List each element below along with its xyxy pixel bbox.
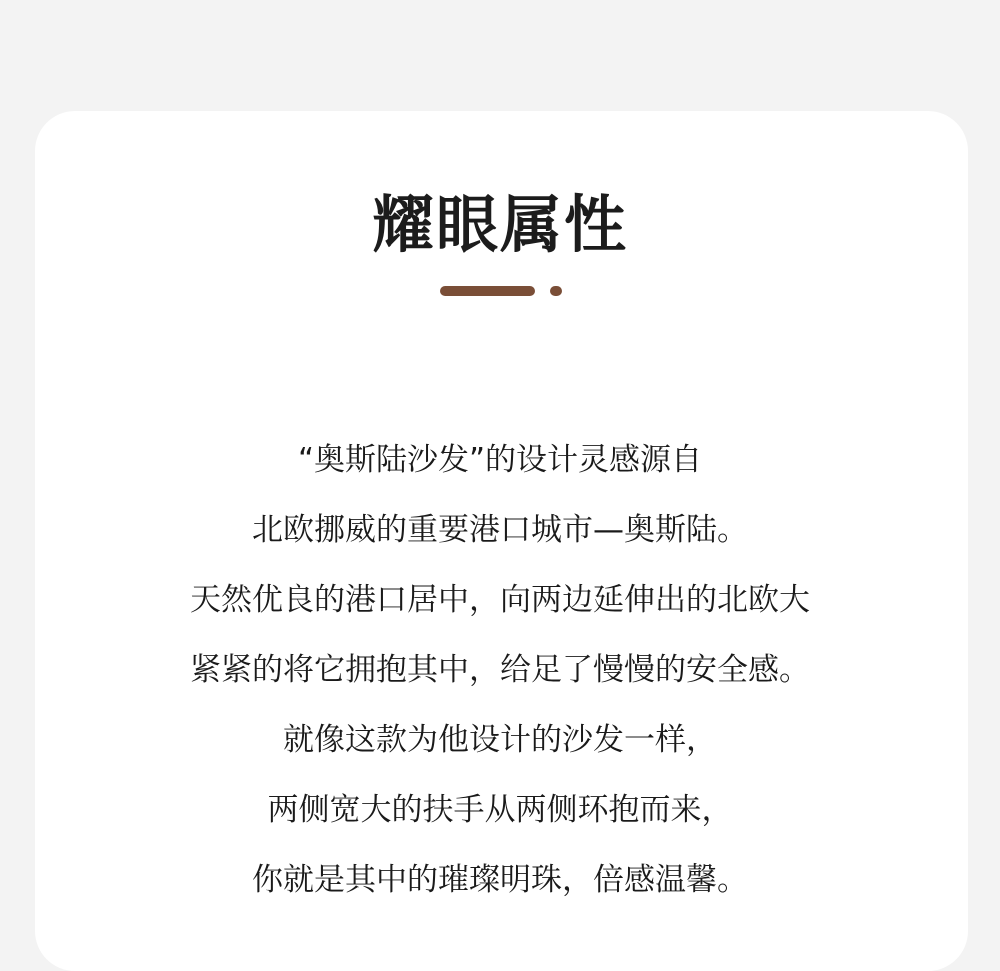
title-divider-bar (440, 286, 535, 296)
description-line: 两侧宽大的扶手从两侧环抱而来， (267, 792, 733, 828)
description-paragraph (0, 433, 1000, 923)
description-line: 紧紧的将它拥抱其中，给足了慢慢的安全感。 (190, 652, 810, 688)
section-title: 耀眼属性 (371, 188, 628, 261)
description-line: “奥斯陆沙发”的设计灵感源自 (297, 442, 703, 478)
description-line: 你就是其中的璀璨明珠，倍感温馨。 (252, 862, 748, 898)
description-line: 北欧挪威的重要港口城市—奥斯陆。 (252, 512, 748, 548)
description-line: 就像这款为他设计的沙发一样， (283, 722, 717, 758)
description-line: 天然优良的港口居中，向两边延伸出的北欧大 (190, 582, 810, 618)
title-divider-dot (550, 286, 562, 296)
